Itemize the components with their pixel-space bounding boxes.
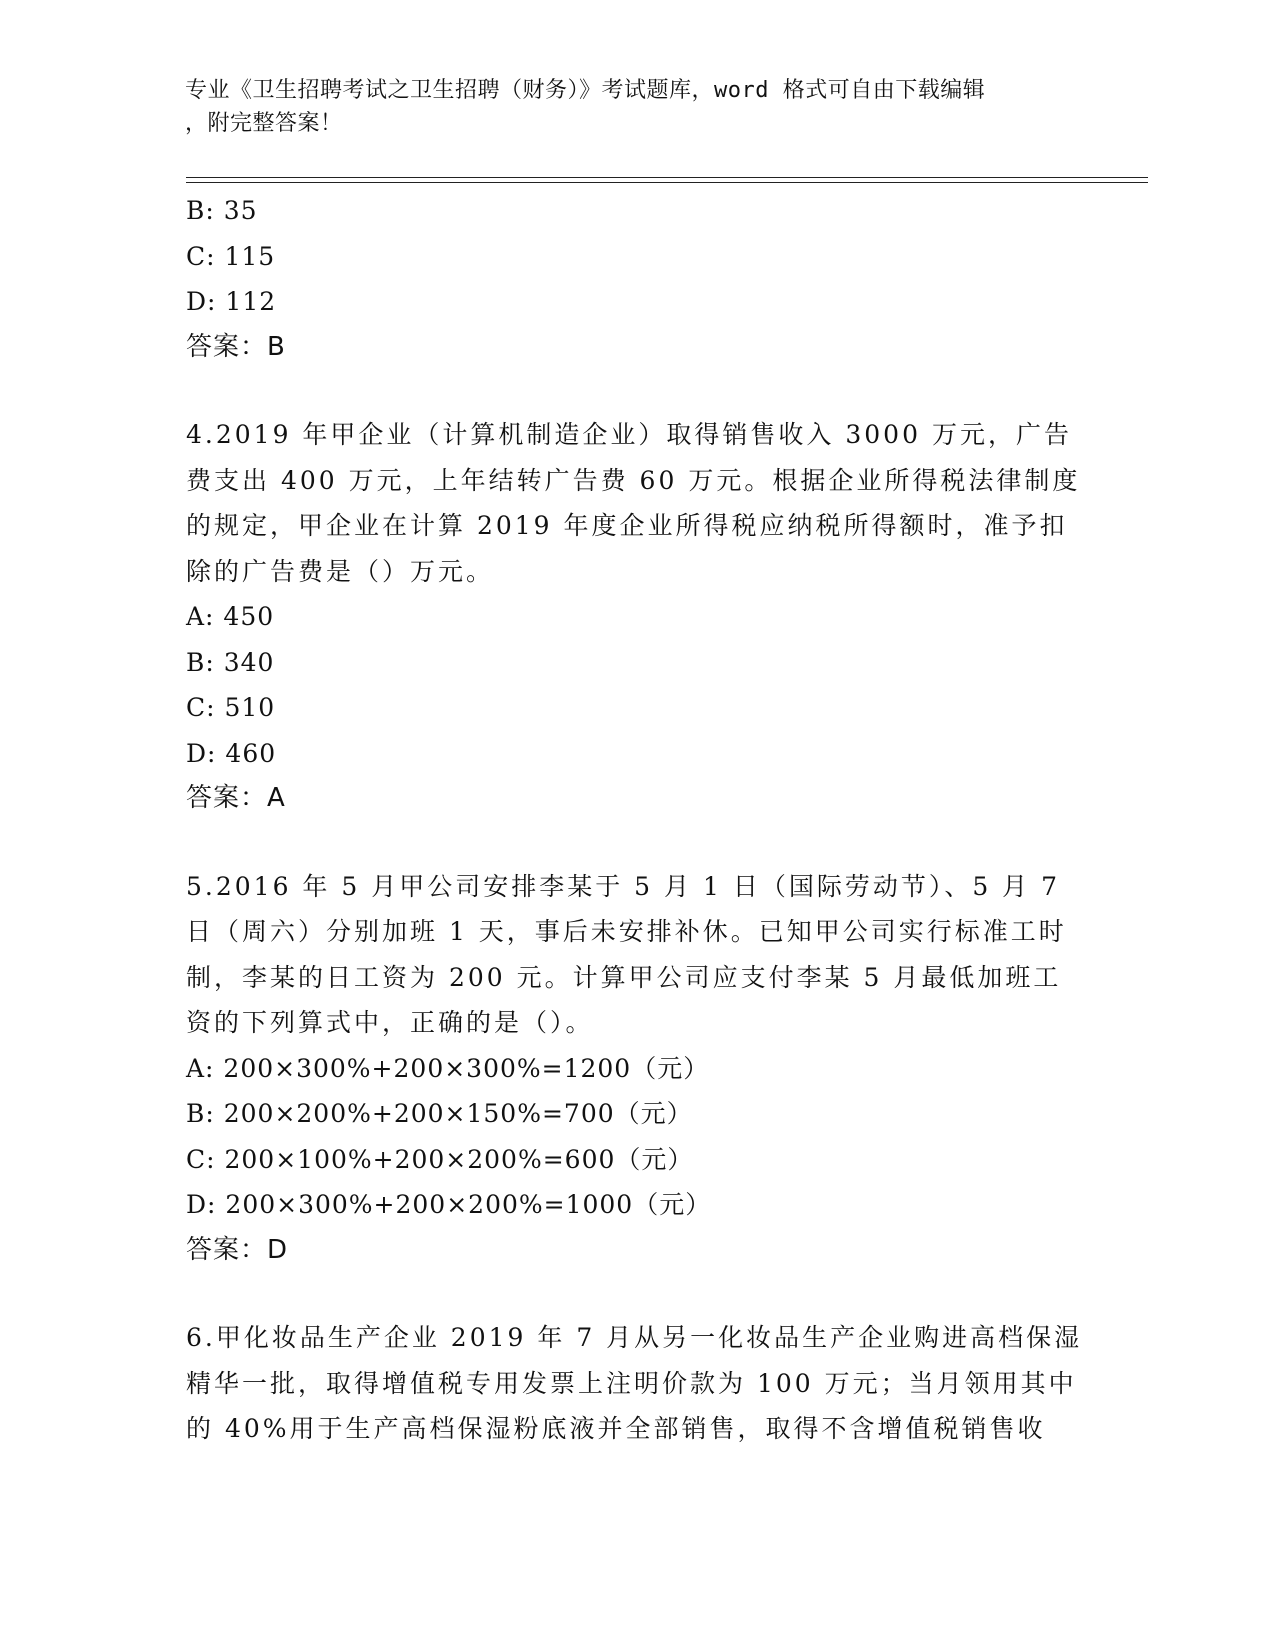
question-text: 6.甲化妆品生产企业 2019 年 7 月从另一化妆品生产企业购进高档保湿精华一批，取得增值税专用发票上注明价款为 100 万元；当月领用其中的 40%用于生产高档保湿粉底液并全部销售，取得不含增值税销售收	[186, 1323, 1083, 1443]
option-c: C: 200×100%+200×200%=600（元）	[186, 1144, 694, 1174]
question-5	[186, 864, 1086, 1274]
header-divider-bottom	[186, 182, 1148, 183]
option-c: C: 115	[186, 241, 276, 271]
option-d: D: 112	[186, 287, 277, 316]
answer: 答案：B	[186, 331, 286, 362]
document-header	[185, 74, 1065, 140]
answer: 答案：D	[186, 1234, 289, 1265]
option-b: B: 35	[186, 196, 258, 225]
document-body	[186, 188, 1086, 1452]
option-c: C: 510	[186, 693, 276, 722]
option-a: A: 200×300%+200×300%=1200（元）	[186, 1053, 710, 1083]
option-a: A: 450	[186, 602, 275, 631]
header-divider-top	[186, 177, 1148, 178]
question-4	[186, 412, 1086, 822]
question-text: 4.2019 年甲企业（计算机制造企业）取得销售收入 3000 万元，广告费支出 400 万元，上年结转广告费 60 万元。根据企业所得税法律制度的规定，甲企业在计算 2019 年度企业所得税应纳税所得额时，准予扣除的广告费是（）万元。	[186, 420, 1081, 586]
question-text: 5.2016 年 5 月甲公司安排李某于 5 月 1 日（国际劳动节）、5 月 7 日（周六）分别加班 1 天，事后未安排补休。已知甲公司实行标准工时制，李某的日工资为 200 元。计算甲公司应支付李某 5 月最低加班工资的下列算式中，正确的是（）。	[186, 871, 1067, 1037]
option-d: D: 200×300%+200×200%=1000（元）	[186, 1190, 712, 1219]
option-b: B: 340	[186, 647, 275, 677]
option-b: B: 200×200%+200×150%=700（元）	[186, 1099, 693, 1128]
question-3-tail	[186, 188, 1086, 370]
option-d: D: 460	[186, 738, 277, 768]
header-line-1: 专业《卫生招聘考试之卫生招聘（财务）》考试题库，word 格式可自由下载编辑	[185, 78, 986, 103]
header-line-2: ，附完整答案！	[185, 111, 343, 136]
question-6	[186, 1315, 1086, 1452]
answer: 答案：A	[186, 783, 286, 813]
